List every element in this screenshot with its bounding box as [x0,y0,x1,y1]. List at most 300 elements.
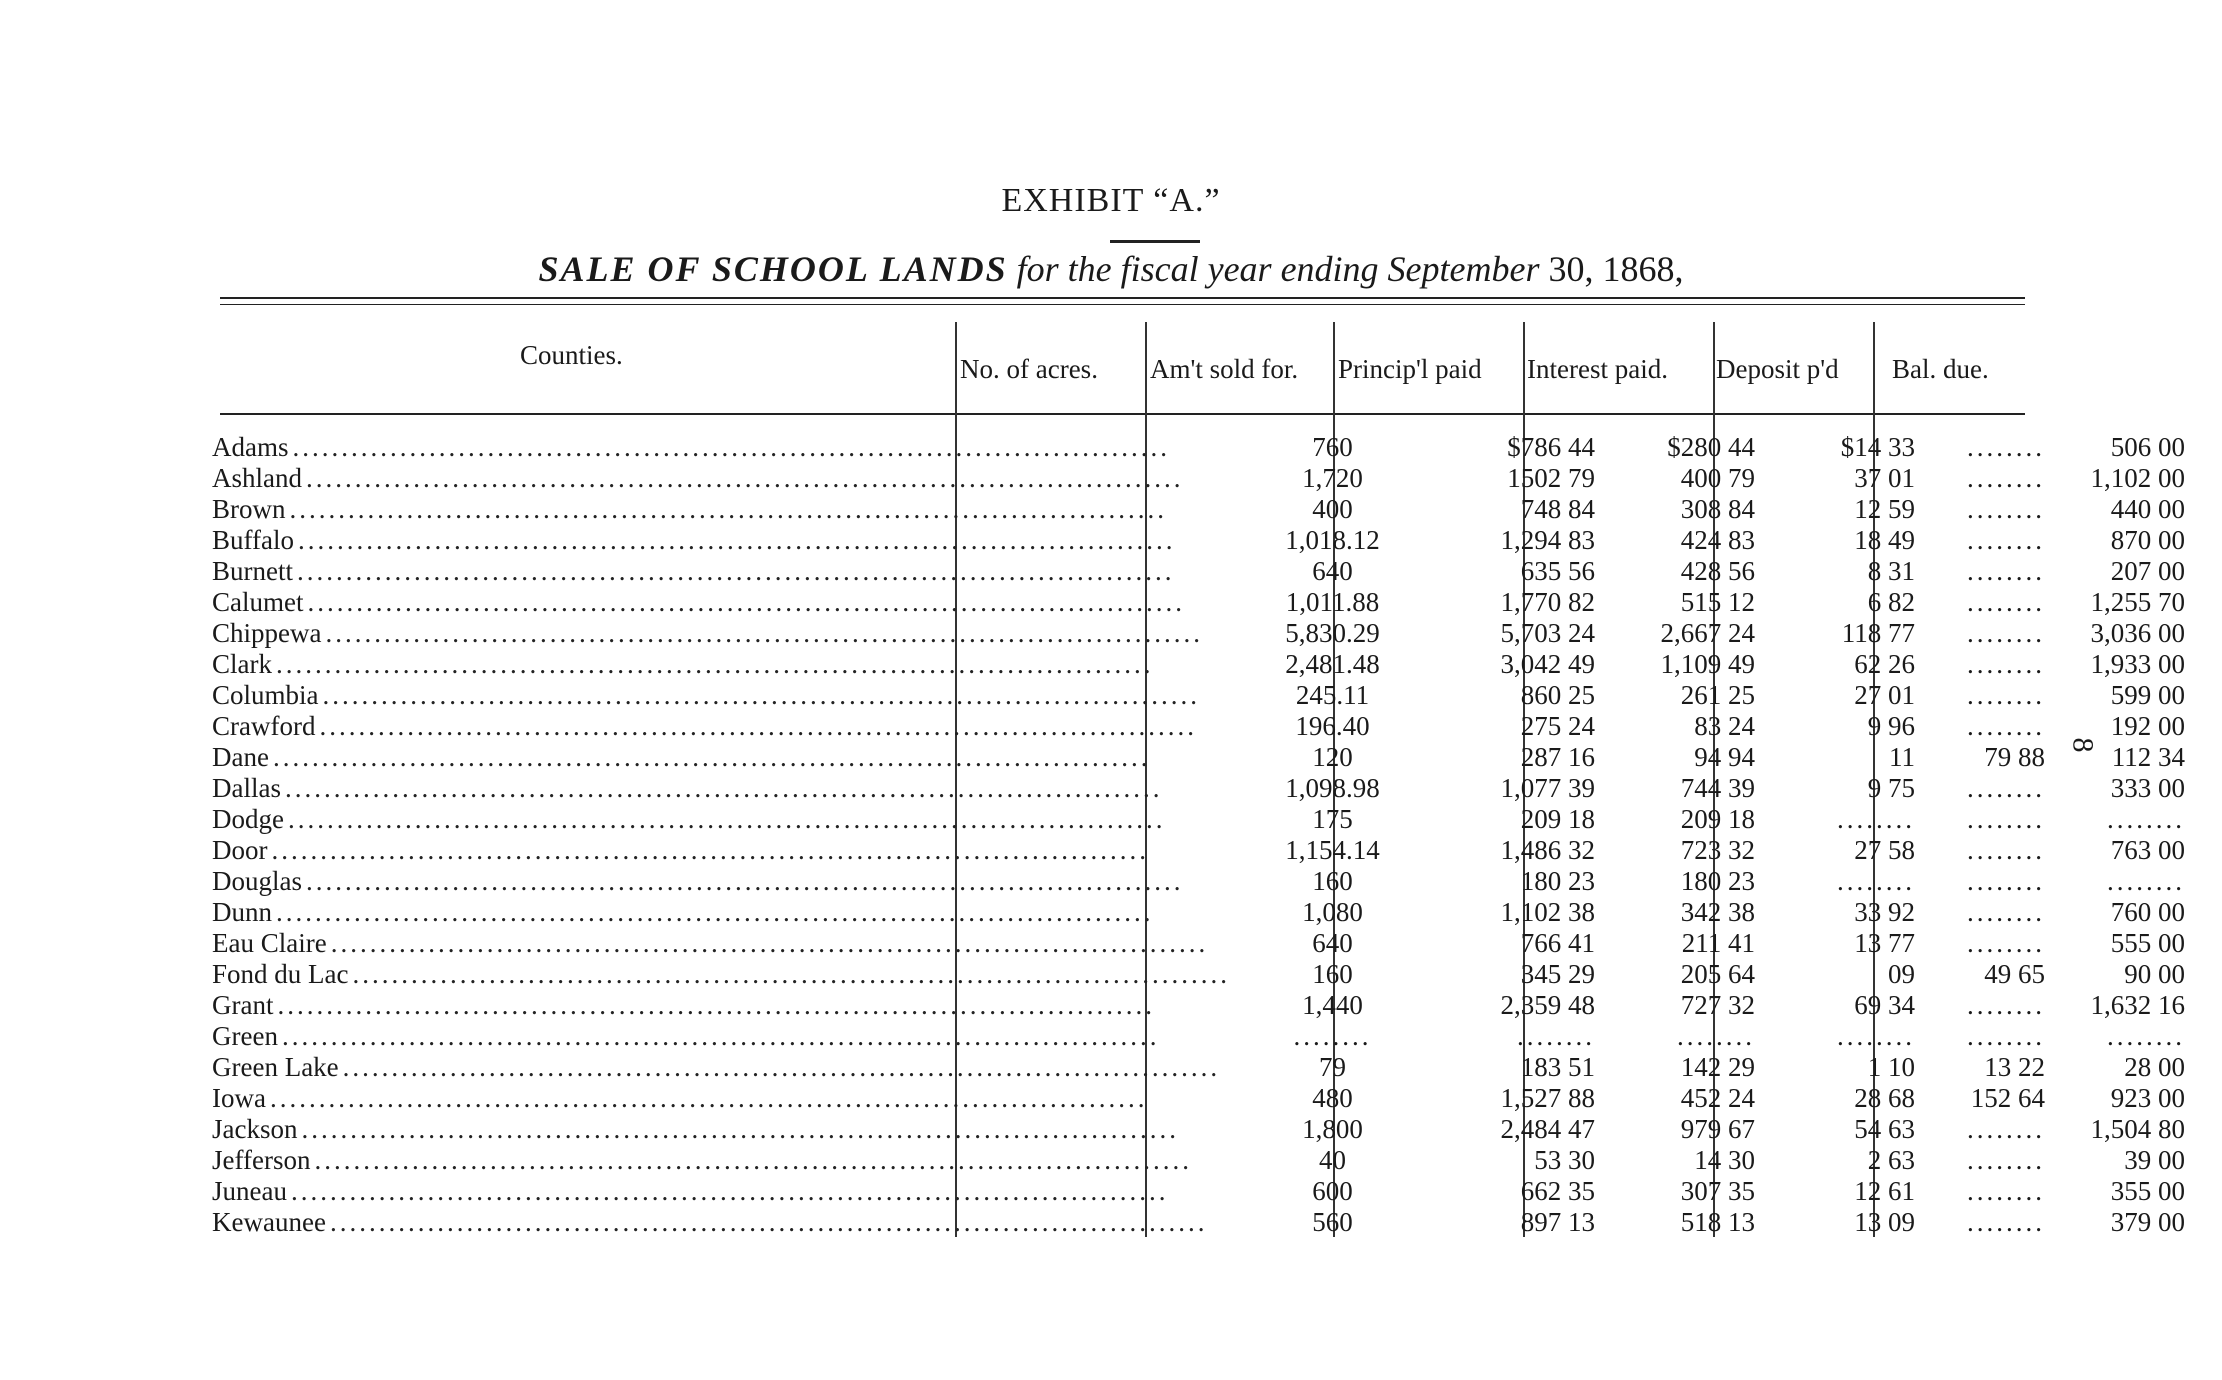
cell-amount-sold: 5,703 24 [1500,618,1595,648]
cell-amount-sold: 180 23 [1520,866,1595,896]
cell-interest-paid: 37 01 [1854,463,1915,493]
cell-county [212,804,1230,835]
cell-acres: 5,830.29 [1285,618,1380,648]
exhibit-title: EXHIBIT “A.” [1001,182,1221,219]
table-row [212,463,2185,494]
cell-amount-sold: 345 29 [1520,959,1595,989]
cell-county [212,959,1230,990]
dot-leader: .......................................................................................... [281,1021,1160,1051]
cell-amount-sold: $786 44 [1507,432,1595,462]
cell-interest-paid: 13 77 [1854,928,1915,958]
cell-interest-paid: $14 33 [1840,432,1915,462]
cell-acres [1230,1021,1435,1052]
cell-balance-due: 870 00 [2110,525,2185,555]
cell-amount-sold: 1,077 39 [1500,773,1595,803]
dot-leader: .......................................................................................... [319,711,1197,741]
cell-principal-paid: 723 32 [1680,835,1755,865]
cell-principal-paid: 2,667 24 [1660,618,1755,648]
cell-amount-sold: 275 24 [1520,711,1595,741]
dot-leader: .......................................................................................... [292,432,1170,462]
header-principal-paid: Princip'l paid [1338,354,1482,384]
cell-interest-paid [1755,866,1915,897]
cell-amount-sold: 1502 79 [1507,463,1595,493]
cell-acres: 1,080 [1302,897,1363,927]
cell-interest-paid: 09 [1887,959,1915,989]
empty-leader: ........ [1676,1021,1755,1051]
dot-leader: .......................................................................................... [307,587,1185,617]
table-row [212,990,2185,1021]
cell-amount-sold: 2,484 47 [1500,1114,1595,1144]
county-name: Grant [212,990,277,1020]
dot-leader: .......................................................................................... [287,804,1166,834]
dot-leader: .......................................................................................... [301,1114,1179,1144]
county-name: Burnett [212,556,297,586]
cell-acres: 160 [1312,959,1353,989]
dot-leader: .......................................................................................... [271,835,1149,865]
empty-leader: ........ [1966,1021,2045,1051]
cell-county [212,773,1230,804]
table-row [212,525,2185,556]
cell-amount-sold: 1,294 83 [1500,525,1595,555]
cell-acres: 1,098.98 [1285,773,1380,803]
cell-balance-due: 379 00 [2110,1207,2185,1237]
cell-acres: 760 [1312,432,1353,462]
cell-principal-paid: 83 24 [1694,711,1755,741]
cell-acres: 600 [1312,1176,1353,1206]
dot-leader: .......................................................................................... [306,866,1184,896]
cell-deposit-paid [1915,1207,2045,1238]
cell-principal-paid: 428 56 [1680,556,1755,586]
empty-leader: ........ [1966,1114,2045,1144]
county-name: Brown [212,494,290,524]
cell-county [212,1083,1230,1114]
cell-interest-paid: 12 61 [1854,1176,1915,1206]
cell-county [212,680,1230,711]
county-name: Dunn [212,897,276,927]
table-row [212,897,2185,928]
empty-leader: ........ [1966,928,2045,958]
cell-county [212,897,1230,928]
cell-amount-sold: 183 51 [1520,1052,1595,1082]
header-rule [220,413,2025,415]
county-name: Crawford [212,711,319,741]
cell-balance-due: 1,255 70 [2090,587,2185,617]
table-row [212,1052,2185,1083]
cell-interest-paid: 9 96 [1867,711,1915,741]
cell-principal-paid: 400 79 [1680,463,1755,493]
cell-deposit-paid [1915,1021,2045,1052]
double-rule-bottom [220,304,2025,305]
cell-deposit-paid [1915,835,2045,866]
dot-leader: .......................................................................................... [269,1083,1148,1113]
cell-interest-paid: 6 82 [1867,587,1915,617]
cell-principal-paid: 342 38 [1680,897,1755,927]
table-row [212,680,2185,711]
cell-amount-sold: 635 56 [1520,556,1595,586]
empty-leader: ........ [1966,618,2045,648]
cell-principal-paid: 744 39 [1680,773,1755,803]
cell-interest-paid: 13 09 [1854,1207,1915,1237]
cell-acres: 640 [1312,556,1353,586]
cell-amount-sold: 1,527 88 [1500,1083,1595,1113]
cell-deposit-paid [1915,1114,2045,1145]
cell-balance-due: 90 00 [2124,959,2185,989]
cell-interest-paid: 8 31 [1867,556,1915,586]
cell-principal-paid: 180 23 [1680,866,1755,896]
dot-leader: .......................................................................................... [289,494,1167,524]
table-row [212,959,2185,990]
cell-deposit-paid: 13 22 [1984,1052,2045,1082]
cell-principal-paid: 94 94 [1694,742,1755,772]
empty-leader: ........ [1966,711,2045,741]
dot-leader: .......................................................................................... [284,773,1163,803]
cell-interest-paid: 9 75 [1867,773,1915,803]
cell-principal-paid: 307 35 [1680,1176,1755,1206]
cell-amount-sold: 287 16 [1520,742,1595,772]
county-name: Dodge [212,804,288,834]
empty-leader: ........ [1966,773,2045,803]
dot-leader: .......................................................................................... [297,556,1175,586]
empty-leader: ........ [1966,556,2045,586]
cell-amount-sold: 2,359 48 [1500,990,1595,1020]
dot-leader: .......................................................................................... [325,618,1203,648]
county-name: Door [212,835,272,865]
table-row [212,649,2185,680]
cell-deposit-paid: 49 65 [1984,959,2045,989]
dot-leader: .......................................................................................... [298,525,1176,555]
cell-principal-paid: 979 67 [1680,1114,1755,1144]
empty-leader: ........ [2106,804,2185,834]
cell-balance-due: 207 00 [2110,556,2185,586]
dot-leader: .......................................................................................... [314,1145,1192,1175]
cell-amount-sold: 766 41 [1520,928,1595,958]
cell-acres: 120 [1312,742,1353,772]
empty-leader: ........ [1966,525,2045,555]
cell-county [212,1052,1230,1083]
cell-balance-due: 555 00 [2110,928,2185,958]
empty-leader: ........ [1966,680,2045,710]
cell-interest-paid: 27 01 [1854,680,1915,710]
table-row [212,1145,2185,1176]
cell-acres: 640 [1312,928,1353,958]
dot-leader: .......................................................................................... [306,463,1184,493]
county-name: Iowa [212,1083,270,1113]
cell-county [212,463,1230,494]
cell-principal-paid: 452 24 [1680,1083,1755,1113]
empty-leader: ........ [1516,1021,1595,1051]
cell-interest-paid [1755,1021,1915,1052]
county-name: Douglas [212,866,306,896]
cell-acres: 1,011.88 [1285,587,1380,617]
empty-leader: ........ [1966,1207,2045,1237]
cell-acres: 2,481.48 [1285,649,1380,679]
cell-acres: 1,800 [1302,1114,1363,1144]
cell-interest-paid: 62 26 [1854,649,1915,679]
cell-county [212,835,1230,866]
cell-acres: 480 [1312,1083,1353,1113]
subtitle-caps: SALE OF SCHOOL LANDS [538,249,1008,289]
cell-county [212,1145,1230,1176]
cell-balance-due: 1,933 00 [2090,649,2185,679]
cell-county [212,866,1230,897]
table-row [212,432,2185,463]
table-row [212,494,2185,525]
cell-amount-sold: 1,770 82 [1500,587,1595,617]
cell-principal-paid: 205 64 [1680,959,1755,989]
empty-leader: ........ [1966,649,2045,679]
cell-county [212,990,1230,1021]
cell-amount-sold: 662 35 [1520,1176,1595,1206]
cell-balance-due: 192 00 [2110,711,2185,741]
cell-interest-paid: 69 34 [1854,990,1915,1020]
cell-balance-due: 112 34 [2111,742,2185,772]
school-lands-table [212,432,2185,1238]
county-name: Dane [212,742,273,772]
cell-interest-paid: 54 63 [1854,1114,1915,1144]
empty-leader: ........ [2106,866,2185,896]
cell-balance-due: 355 00 [2110,1176,2185,1206]
header-counties: Counties. [520,340,623,370]
cell-principal-paid: 424 83 [1680,525,1755,555]
county-name: Adams [212,432,293,462]
cell-deposit-paid [1915,587,2045,618]
cell-balance-due: 39 00 [2124,1145,2185,1175]
cell-acres: 40 [1318,1145,1346,1175]
cell-amount-sold [1435,1021,1595,1052]
empty-leader: ........ [2106,1021,2185,1051]
cell-deposit-paid [1915,463,2045,494]
cell-acres: 1,720 [1302,463,1363,493]
cell-deposit-paid [1915,618,2045,649]
table-body [212,432,2185,1238]
cell-balance-due: 599 00 [2110,680,2185,710]
cell-county [212,711,1230,742]
cell-balance-due: 506 00 [2110,432,2185,462]
cell-interest-paid: 33 92 [1854,897,1915,927]
dot-leader: .......................................................................................... [342,1052,1221,1082]
cell-deposit-paid: 152 64 [1970,1083,2045,1113]
cell-deposit-paid [1915,1145,2045,1176]
cell-balance-due [2045,1021,2185,1052]
empty-leader: ........ [1966,835,2045,865]
page-number: 8 [2066,737,2100,753]
table-subtitle [0,248,2222,290]
cell-balance-due: 28 00 [2124,1052,2185,1082]
dot-leader: .......................................................................................... [290,1176,1169,1206]
cell-deposit-paid [1915,866,2045,897]
cell-balance-due: 1,102 00 [2090,463,2185,493]
cell-interest-paid: 28 68 [1854,1083,1915,1113]
empty-leader: ........ [1966,587,2045,617]
cell-county [212,1176,1230,1207]
table-row [212,556,2185,587]
cell-county [212,1021,1230,1052]
subtitle-day: 30, [1548,249,1594,289]
cell-interest-paid [1755,804,1915,835]
cell-balance-due: 1,632 16 [2090,990,2185,1020]
county-name: Green [212,1021,282,1051]
table-row [212,866,2185,897]
dot-leader: .......................................................................................... [322,680,1200,710]
cell-acres: 400 [1312,494,1353,524]
table-row [212,804,2185,835]
cell-principal-paid: 1,109 49 [1660,649,1755,679]
cell-principal-paid: 308 84 [1680,494,1755,524]
cell-amount-sold: 897 13 [1520,1207,1595,1237]
county-name: Juneau [212,1176,291,1206]
cell-county [212,587,1230,618]
dot-leader: .......................................................................................... [272,742,1151,772]
cell-balance-due: 3,036 00 [2090,618,2185,648]
cell-county [212,928,1230,959]
empty-leader: ........ [1966,463,2045,493]
cell-balance-due: 1,504 80 [2090,1114,2185,1144]
empty-leader: ........ [1966,432,2045,462]
cell-interest-paid: 27 58 [1854,835,1915,865]
dot-leader: .......................................................................................... [276,649,1154,679]
empty-leader: ........ [1836,804,1915,834]
cell-acres: 196.40 [1295,711,1370,741]
cell-deposit-paid [1915,928,2045,959]
cell-amount-sold: 860 25 [1520,680,1595,710]
cell-amount-sold: 1,486 32 [1500,835,1595,865]
cell-amount-sold: 53 30 [1534,1145,1595,1175]
cell-deposit-paid [1915,494,2045,525]
empty-leader: ........ [1966,990,2045,1020]
cell-amount-sold: 748 84 [1520,494,1595,524]
cell-principal-paid [1595,1021,1755,1052]
cell-balance-due [2045,866,2185,897]
cell-principal-paid: 261 25 [1680,680,1755,710]
dot-leader: .......................................................................................... [352,959,1230,989]
cell-interest-paid: 18 49 [1854,525,1915,555]
cell-county [212,432,1230,463]
empty-leader: ........ [1966,494,2045,524]
cell-interest-paid: 118 77 [1841,618,1915,648]
cell-deposit-paid [1915,1176,2045,1207]
county-name: Fond du Lac [212,959,352,989]
cell-deposit-paid [1915,711,2045,742]
cell-deposit-paid [1915,990,2045,1021]
table-row [212,1207,2185,1238]
cell-acres: 1,018.12 [1285,525,1380,555]
cell-principal-paid: 518 13 [1680,1207,1755,1237]
cell-balance-due: 333 00 [2110,773,2185,803]
cell-county [212,742,1230,773]
cell-county [212,494,1230,525]
county-name: Kewaunee [212,1207,330,1237]
cell-acres: 1,440 [1302,990,1363,1020]
county-name: Calumet [212,587,307,617]
cell-county [212,525,1230,556]
table-row [212,1176,2185,1207]
header-balance-due: Bal. due. [1892,354,1989,384]
header-interest-paid: Interest paid. [1527,354,1668,384]
cell-acres: 160 [1312,866,1353,896]
header-amount-sold: Am't sold for. [1150,354,1299,384]
cell-deposit-paid [1915,432,2045,463]
table-row [212,835,2185,866]
table-row [212,1021,2185,1052]
county-name: Ashland [212,463,306,493]
cell-deposit-paid [1915,804,2045,835]
empty-leader: ........ [1966,1145,2045,1175]
county-name: Dallas [212,773,285,803]
dot-leader: .......................................................................................... [276,897,1154,927]
cell-interest-paid: 11 [1888,742,1915,772]
cell-acres: 560 [1312,1207,1353,1237]
header-acres: No. of acres. [960,354,1098,384]
cell-principal-paid: 142 29 [1680,1052,1755,1082]
cell-amount-sold: 209 18 [1520,804,1595,834]
subtitle-rest: for the fiscal year ending September [1007,249,1549,289]
county-name: Columbia [212,680,323,710]
empty-leader: ........ [1836,1021,1915,1051]
table-row [212,742,2185,773]
dot-leader: .......................................................................................... [277,990,1155,1020]
cell-interest-paid: 2 63 [1867,1145,1915,1175]
cell-acres: 79 [1318,1052,1346,1082]
table-row [212,587,2185,618]
cell-interest-paid: 12 59 [1854,494,1915,524]
table-row [212,928,2185,959]
county-name: Jefferson [212,1145,314,1175]
table-row [212,711,2185,742]
county-name: Jackson [212,1114,301,1144]
cell-principal-paid: $280 44 [1667,432,1755,462]
cell-county [212,1114,1230,1145]
cell-county [212,618,1230,649]
cell-amount-sold: 3,042 49 [1500,649,1595,679]
cell-balance-due [2045,804,2185,835]
cell-deposit-paid [1915,680,2045,711]
dot-leader: .......................................................................................... [330,928,1209,958]
cell-principal-paid: 209 18 [1680,804,1755,834]
cell-acres: 245.11 [1295,680,1370,710]
cell-balance-due: 923 00 [2110,1083,2185,1113]
county-name: Eau Claire [212,928,331,958]
cell-principal-paid: 14 30 [1694,1145,1755,1175]
cell-deposit-paid [1915,897,2045,928]
cell-county [212,649,1230,680]
cell-deposit-paid [1915,525,2045,556]
empty-leader: ........ [1836,866,1915,896]
double-rule-top [220,297,2025,299]
cell-principal-paid: 727 32 [1680,990,1755,1020]
table-row [212,618,2185,649]
county-name: Buffalo [212,525,298,555]
cell-deposit-paid: 79 88 [1984,742,2045,772]
county-name: Chippewa [212,618,325,648]
cell-acres: 175 [1312,804,1353,834]
empty-leader: ........ [1966,804,2045,834]
cell-deposit-paid [1915,649,2045,680]
cell-county [212,556,1230,587]
header-deposit-paid: Deposit p'd [1716,354,1839,384]
cell-interest-paid: 1 10 [1867,1052,1915,1082]
cell-principal-paid: 515 12 [1680,587,1755,617]
title-rule [1110,240,1200,243]
empty-leader: ........ [1966,897,2045,927]
table-row [212,1083,2185,1114]
table-row [212,1114,2185,1145]
empty-leader: ........ [1966,1176,2045,1206]
cell-balance-due: 763 00 [2110,835,2185,865]
cell-deposit-paid [1915,773,2045,804]
county-name: Clark [212,649,276,679]
cell-balance-due: 760 00 [2110,897,2185,927]
cell-principal-paid: 211 41 [1681,928,1755,958]
